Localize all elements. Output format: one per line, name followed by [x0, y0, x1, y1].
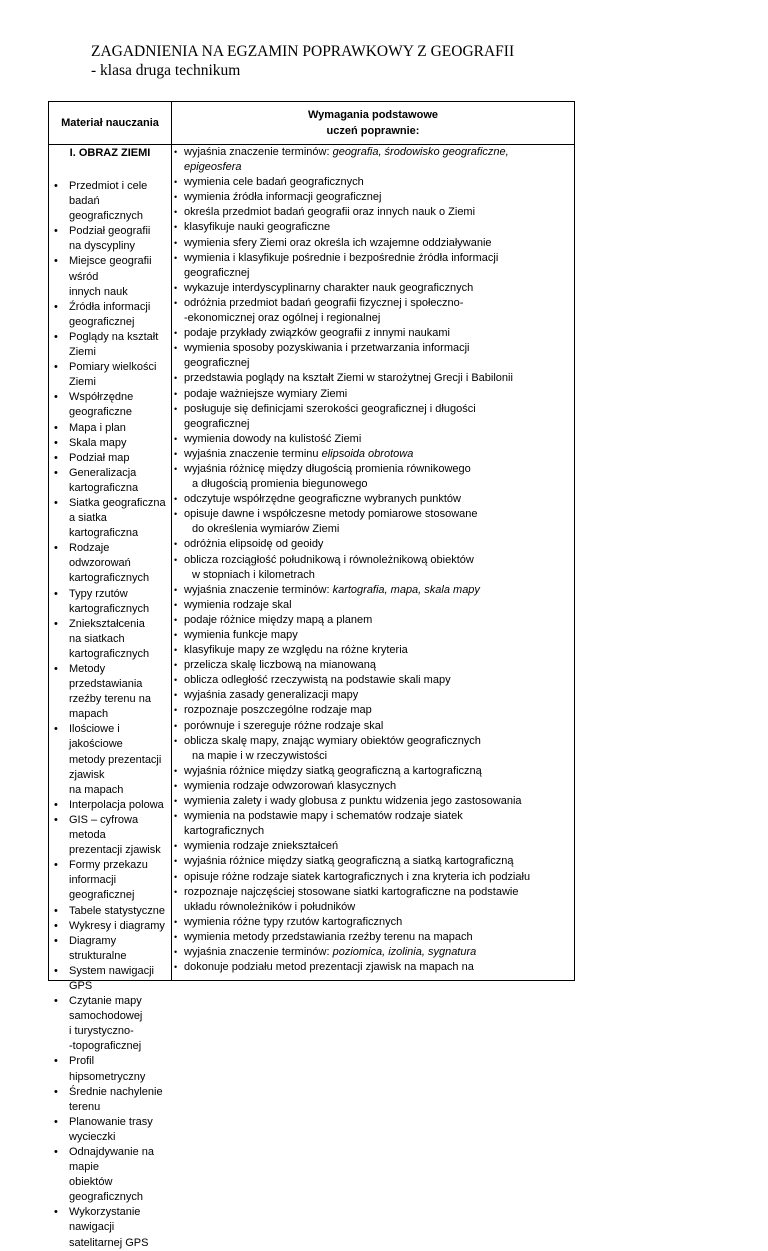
requirement-text: oblicza odległość rzeczywistą na podstawie skali mapy — [184, 674, 451, 687]
requirement-text: podaje przykłady związków geografii z innymi naukami — [184, 327, 450, 340]
requirement-text: wymienia źródła informacji geograficznej — [184, 191, 382, 204]
requirement-item — [172, 553, 574, 583]
material-item-line: • Tabele statystyczne — [69, 904, 165, 917]
requirement-item — [172, 220, 574, 235]
requirement-item — [172, 673, 574, 688]
requirement-continuation: geograficznej — [184, 357, 250, 370]
material-item-line: • Ilościowe i jakościowe — [69, 723, 123, 751]
title-line-1: ZAGADNIENIA NA EGZAMIN POPRAWKOWY Z GEOGRAFII — [91, 43, 515, 60]
requirement-item — [172, 613, 574, 628]
requirement-text: wyjaśnia różnice między siatką geograficzną a siatką kartograficzną — [184, 855, 514, 868]
requirement-item — [172, 341, 574, 371]
material-item-line: satelitarnej GPS — [69, 1236, 149, 1249]
requirement-text: opisuje dawne i współczesne metody pomiarowe stosowane — [184, 508, 478, 521]
requirement-text: wyjaśnia zasady generalizacji mapy — [184, 689, 359, 702]
requirement-text: podaje ważniejsze wymiary Ziemi — [184, 387, 348, 400]
material-list-item — [49, 421, 171, 436]
requirement-item — [172, 583, 574, 598]
requirement-text: odróżnia elipsoidę od geoidy — [184, 538, 324, 551]
material-item-line: • Skala mapy — [69, 436, 127, 449]
requirement-item — [172, 658, 574, 673]
requirement-item — [172, 915, 574, 930]
requirement-text: rozpoznaje najczęściej stosowane siatki kartograficzne na podstawie — [184, 885, 519, 898]
material-list — [49, 179, 171, 1251]
material-item-line: • Planowanie trasy — [69, 1115, 153, 1128]
requirement-continuation: do określenia wymiarów Ziemi — [192, 523, 340, 536]
material-item-line: samochodowej — [69, 1010, 143, 1023]
requirement-text: wymienia rodzaje odwzorowań klasycznych — [184, 779, 397, 792]
material-item-line: • Podział geografii — [69, 225, 151, 238]
header-requirements-line-1: Wymagania podstawowe — [308, 109, 438, 121]
requirement-item — [172, 251, 574, 281]
requirement-text: wymienia i klasyfikuje pośrednie i bezpośrednie źródła informacji — [184, 251, 499, 264]
requirement-item — [172, 432, 574, 447]
requirement-item — [172, 175, 574, 190]
material-list-item — [49, 662, 171, 722]
requirement-text: wyjaśnia różnicę między długością promienia równikowego — [184, 462, 471, 475]
requirement-text: wykazuje interdyscyplinarny charakter nauk geograficznych — [184, 281, 474, 294]
material-item-line: • GIS – cyfrowa metoda — [69, 813, 139, 842]
requirement-continuation: na mapie i w rzeczywistości — [192, 749, 328, 762]
requirement-item — [172, 945, 574, 960]
material-list-item — [49, 254, 171, 299]
material-list-item — [49, 436, 171, 451]
material-item-line: • Miejsce geografii wśród — [69, 255, 152, 283]
requirement-continuation: geograficznej — [184, 417, 250, 430]
requirement-text: wymienia cele badań geograficznych — [184, 176, 364, 189]
material-item-line: -topograficznej — [69, 1040, 142, 1053]
requirement-text: wymienia rodzaje zniekształceń — [184, 840, 339, 853]
requirement-text: wymienia rodzaje skal — [184, 598, 292, 611]
material-item-line: a siatka kartograficzna — [69, 512, 139, 540]
material-list-item — [49, 541, 171, 586]
requirement-text: wymienia zalety i wady globusa z punktu widzenia jego zastosowania — [184, 795, 522, 808]
requirement-continuation: -ekonomicznej oraz ogólnej i regionalnej — [184, 312, 381, 325]
material-item-line: • Średnie nachylenie terenu — [69, 1085, 163, 1113]
requirement-continuation: a długością promienia biegunowego — [192, 478, 368, 491]
requirement-item — [172, 930, 574, 945]
material-item-line: i turystyczno- — [69, 1025, 134, 1038]
material-list-item — [49, 813, 171, 858]
material-list-item — [49, 617, 171, 662]
requirement-text: dokonuje podziału metod prezentacji zjawisk na mapach na — [184, 961, 474, 974]
requirement-item — [172, 764, 574, 779]
requirement-text: oblicza skalę mapy, znając wymiary obiektów geograficznych — [184, 734, 481, 747]
requirement-text: wyjaśnia znaczenie terminu — [184, 447, 322, 460]
material-list-item — [49, 466, 171, 496]
material-list-item — [49, 722, 171, 797]
requirement-text: wyjaśnia znaczenie terminów: — [184, 945, 333, 958]
requirement-item — [172, 326, 574, 341]
requirement-item — [172, 236, 574, 251]
requirement-continuation: geograficznej — [184, 266, 250, 279]
requirement-text: oblicza rozciągłość południkową i równoleżnikową obiektów — [184, 553, 474, 566]
material-list-item — [49, 994, 171, 1054]
requirement-item — [172, 779, 574, 794]
requirement-item — [172, 371, 574, 386]
requirement-text: podaje różnice między mapą a planem — [184, 613, 373, 626]
material-item-line: • Rodzaje odwzorowań — [69, 542, 131, 570]
requirement-item — [172, 870, 574, 885]
requirement-term: geografia, środowisko geograficzne, — [332, 146, 509, 158]
requirement-item — [172, 703, 574, 718]
requirement-item — [172, 809, 574, 839]
requirements-list — [172, 145, 574, 975]
material-list-item — [49, 300, 171, 330]
material-list-item — [49, 224, 171, 254]
requirement-item — [172, 628, 574, 643]
requirement-text: wymienia funkcje mapy — [184, 629, 298, 641]
requirement-item — [172, 537, 574, 552]
document-title — [91, 42, 514, 80]
material-item-line: • Odnajdywanie na mapie — [69, 1146, 155, 1174]
material-item-line: • Zniekształcenia — [69, 617, 145, 630]
material-list-item — [49, 1115, 171, 1145]
material-list-item — [49, 934, 171, 964]
requirement-term: poziomica, izolinia, sygnatura — [332, 945, 477, 958]
material-item-line: • Źródła informacji — [69, 300, 151, 313]
material-item-line: geograficznej — [69, 315, 135, 328]
requirement-item — [172, 734, 574, 764]
material-item-line: rzeźby terenu na mapach — [69, 693, 151, 721]
material-item-line: prezentacji zjawisk — [69, 844, 161, 857]
requirement-item — [172, 643, 574, 658]
material-item-line: • Siatka geograficzna — [69, 496, 166, 509]
material-item-line: • Czytanie mapy — [69, 995, 142, 1008]
requirement-item — [172, 688, 574, 703]
requirement-continuation: epigeosfera — [184, 161, 242, 174]
material-item-line: metody prezentacji zjawisk — [69, 753, 162, 781]
section-title: I. OBRAZ ZIEMI — [69, 147, 151, 159]
requirement-text: przelicza skalę liczbową na mianowaną — [184, 659, 376, 672]
requirement-text: klasyfikuje nauki geograficzne — [184, 221, 331, 234]
material-list-item — [49, 919, 171, 934]
requirement-item — [172, 719, 574, 734]
requirement-text: przedstawia poglądy na kształt Ziemi w starożytnej Grecji i Babilonii — [184, 372, 513, 385]
requirement-item — [172, 145, 574, 175]
requirement-text: wyjaśnia różnice między siatką geograficzną a kartograficzną — [184, 764, 482, 777]
requirement-item — [172, 205, 574, 220]
material-item-line: • Metody przedstawiania — [69, 663, 143, 691]
material-item-line: • Wykresy i diagramy — [69, 919, 165, 932]
material-item-line: na dyscypliny — [69, 240, 136, 253]
material-list-item — [49, 330, 171, 360]
requirement-text: wyjaśnia znaczenie terminów: — [184, 583, 333, 596]
requirement-text: wymienia metody przedstawiania rzeźby terenu na mapach — [184, 930, 473, 943]
requirement-item — [172, 854, 574, 869]
material-item-line: geograficznych — [69, 210, 143, 223]
material-item-line: wycieczki — [69, 1130, 116, 1143]
requirement-item — [172, 507, 574, 537]
requirement-item — [172, 839, 574, 854]
header-requirements-line-2: uczeń poprawnie: — [326, 125, 420, 137]
material-list-item — [49, 798, 171, 813]
requirement-item — [172, 281, 574, 296]
requirement-text: porównuje i szereguje różne rodzaje skal — [184, 719, 384, 732]
material-item-line: • Profil hipsometryczny — [69, 1055, 146, 1083]
material-item-line: na mapach — [69, 783, 124, 796]
requirement-continuation: kartograficznych — [184, 825, 265, 838]
material-list-item — [49, 1145, 171, 1205]
requirement-text: odczytuje współrzędne geograficzne wybranych punktów — [184, 493, 461, 506]
header-material: Materiał nauczania — [61, 117, 159, 129]
requirement-text: opisuje różne rodzaje siatek kartograficznych i zna kryteria ich podziału — [184, 870, 531, 883]
requirement-item — [172, 447, 574, 462]
material-item-line: innych nauk — [69, 285, 128, 298]
material-item-line: • Przedmiot i cele badań — [69, 180, 148, 208]
requirement-continuation: w stopniach i kilometrach — [192, 568, 315, 581]
requirement-item — [172, 885, 574, 915]
requirement-item — [172, 296, 574, 326]
material-item-line: obiektów geograficznych — [69, 1176, 143, 1204]
requirement-text: klasyfikuje mapy ze względu na różne kryteria — [184, 644, 408, 657]
material-item-line: • Mapa i plan — [69, 421, 126, 434]
material-item-line: kartograficznych — [69, 572, 150, 585]
requirements-table — [48, 101, 575, 1249]
material-item-line: kartograficznych — [69, 647, 150, 660]
material-item-line: • Diagramy strukturalne — [69, 934, 127, 962]
requirement-item — [172, 402, 574, 432]
material-item-line: • Wykorzystanie nawigacji — [69, 1206, 141, 1234]
title-line-2: - klasa druga technikum — [91, 62, 241, 79]
material-item-line: • Współrzędne geograficzne — [69, 391, 134, 419]
material-list-item — [49, 1054, 171, 1084]
header-requirements — [172, 102, 574, 144]
material-item-line: • Typy rzutów — [69, 587, 128, 600]
requirement-continuation: układu równoleżników i południków — [184, 900, 356, 913]
requirement-text: wymienia różne typy rzutów kartograficznych — [184, 915, 403, 928]
material-item-line: • Pomiary wielkości Ziemi — [69, 361, 157, 389]
material-item-line: • Interpolacja polowa — [69, 798, 164, 811]
material-list-item — [49, 360, 171, 390]
requirement-text: odróżnia przedmiot badań geografii fizycznej i społeczno- — [184, 296, 464, 309]
requirement-text: wymienia sposoby pozyskiwania i przetwarzania informacji — [184, 342, 470, 355]
material-list-item — [49, 390, 171, 420]
material-list-item — [49, 1205, 171, 1250]
requirement-text: posługuje się definicjami szerokości geograficznej i długości — [184, 402, 476, 415]
material-list-item — [49, 904, 171, 919]
requirement-item — [172, 598, 574, 613]
material-list-item — [49, 1085, 171, 1115]
requirement-item — [172, 960, 574, 975]
requirement-term: kartografia, mapa, skala mapy — [332, 583, 480, 596]
material-list-item — [49, 496, 171, 541]
requirement-item — [172, 794, 574, 809]
requirement-term: elipsoida obrotowa — [321, 447, 414, 460]
material-list-item — [49, 964, 171, 994]
material-item-line: • Formy przekazu informacji — [69, 859, 148, 887]
requirement-item — [172, 492, 574, 507]
material-list-item — [49, 587, 171, 617]
material-item-line: • Podział map — [69, 451, 130, 464]
material-item-line: na siatkach — [69, 632, 125, 645]
requirement-text: rozpoznaje poszczególne rodzaje map — [184, 704, 372, 717]
requirement-item — [172, 462, 574, 492]
material-item-line: kartograficzna — [69, 481, 139, 494]
requirement-item — [172, 387, 574, 402]
material-list-item — [49, 451, 171, 466]
requirement-text: wyjaśnia znaczenie terminów: — [184, 146, 333, 158]
material-list-item — [49, 179, 171, 224]
requirement-text: wymienia na podstawie mapy i schematów rodzaje siatek — [184, 810, 463, 823]
material-item-line: • Poglądy na kształt Ziemi — [69, 330, 159, 359]
requirement-text: określa przedmiot badań geografii oraz innych nauk o Ziemi — [184, 206, 476, 219]
material-list-item — [49, 858, 171, 903]
material-item-line: • System nawigacji GPS — [69, 964, 154, 992]
material-item-line: kartograficznych — [69, 602, 150, 615]
requirement-item — [172, 190, 574, 205]
material-item-line: • Generalizacja — [69, 466, 137, 479]
material-item-line: geograficznej — [69, 889, 135, 902]
requirement-text: wymienia dowody na kulistość Ziemi — [184, 432, 362, 445]
requirement-text: wymienia sfery Ziemi oraz określa ich wzajemne oddziaływanie — [184, 236, 492, 249]
